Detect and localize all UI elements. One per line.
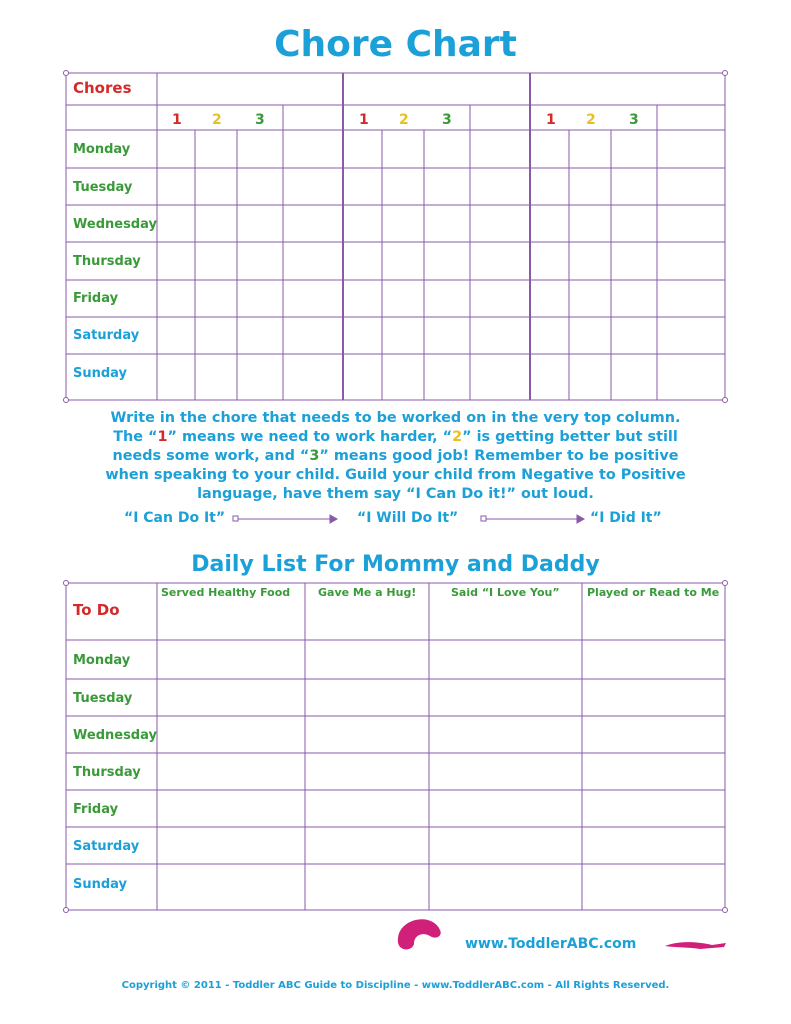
progress-step-2: “I Will Do It” xyxy=(357,510,459,526)
rating-1: 1 xyxy=(546,112,556,128)
rating-3: 3 xyxy=(442,112,452,128)
day-label-wednesday: Wednesday xyxy=(73,217,157,232)
day-label-friday: Friday xyxy=(73,802,119,817)
day-label-monday: Monday xyxy=(73,653,131,668)
day-label-tuesday: Tuesday xyxy=(73,180,133,195)
rating-2: 2 xyxy=(399,112,409,128)
instructions-line-5: language, have them say “I Can Do it!” out loud. xyxy=(197,486,594,502)
col-said-i-love-you: Said “I Love You” xyxy=(451,586,560,599)
instructions-line-2: The “1” means we need to work harder, “2” is getting better but still xyxy=(113,429,678,445)
instructions-line-1: Write in the chore that needs to be worked on in the very top column. xyxy=(110,410,681,426)
page-title: Chore Chart xyxy=(274,24,517,65)
day-label-saturday: Saturday xyxy=(73,328,140,343)
day-label-wednesday: Wednesday xyxy=(73,728,157,743)
day-label-thursday: Thursday xyxy=(73,254,141,269)
col-served-healthy-food: Served Healthy Food xyxy=(161,586,291,599)
rating-3: 3 xyxy=(255,112,265,128)
day-label-thursday: Thursday xyxy=(73,765,141,780)
day-label-sunday: Sunday xyxy=(73,877,128,892)
daily-list-title: Daily List For Mommy and Daddy xyxy=(191,552,600,577)
progress-step-1: “I Can Do It” xyxy=(124,510,226,526)
copyright-text: Copyright © 2011 - Toddler ABC Guide to Discipline - www.ToddlerABC.com - All Rights Reserved. xyxy=(121,980,670,991)
col-gave-me-a-hug: Gave Me a Hug! xyxy=(318,586,417,599)
rating-1: 1 xyxy=(172,112,182,128)
day-label-sunday: Sunday xyxy=(73,366,128,381)
instructions-line-3: needs some work, and “3” means good job! Remember to be positive xyxy=(112,448,679,464)
website-link[interactable]: www.ToddlerABC.com xyxy=(465,936,637,952)
day-label-saturday: Saturday xyxy=(73,839,140,854)
chores-label: Chores xyxy=(73,79,132,97)
progress-step-3: “I Did It” xyxy=(590,510,662,526)
day-label-tuesday: Tuesday xyxy=(73,691,133,706)
instructions-line-4: when speaking to your child. Guild your child from Negative to Positive xyxy=(105,467,686,483)
day-label-monday: Monday xyxy=(73,142,131,157)
rating-1: 1 xyxy=(359,112,369,128)
rating-2: 2 xyxy=(212,112,222,128)
rating-3: 3 xyxy=(629,112,639,128)
day-label-friday: Friday xyxy=(73,291,119,306)
todo-label: To Do xyxy=(73,601,120,619)
rating-2: 2 xyxy=(586,112,596,128)
col-played-or-read: Played or Read to Me xyxy=(587,586,720,599)
instructions-text xyxy=(70,409,721,504)
